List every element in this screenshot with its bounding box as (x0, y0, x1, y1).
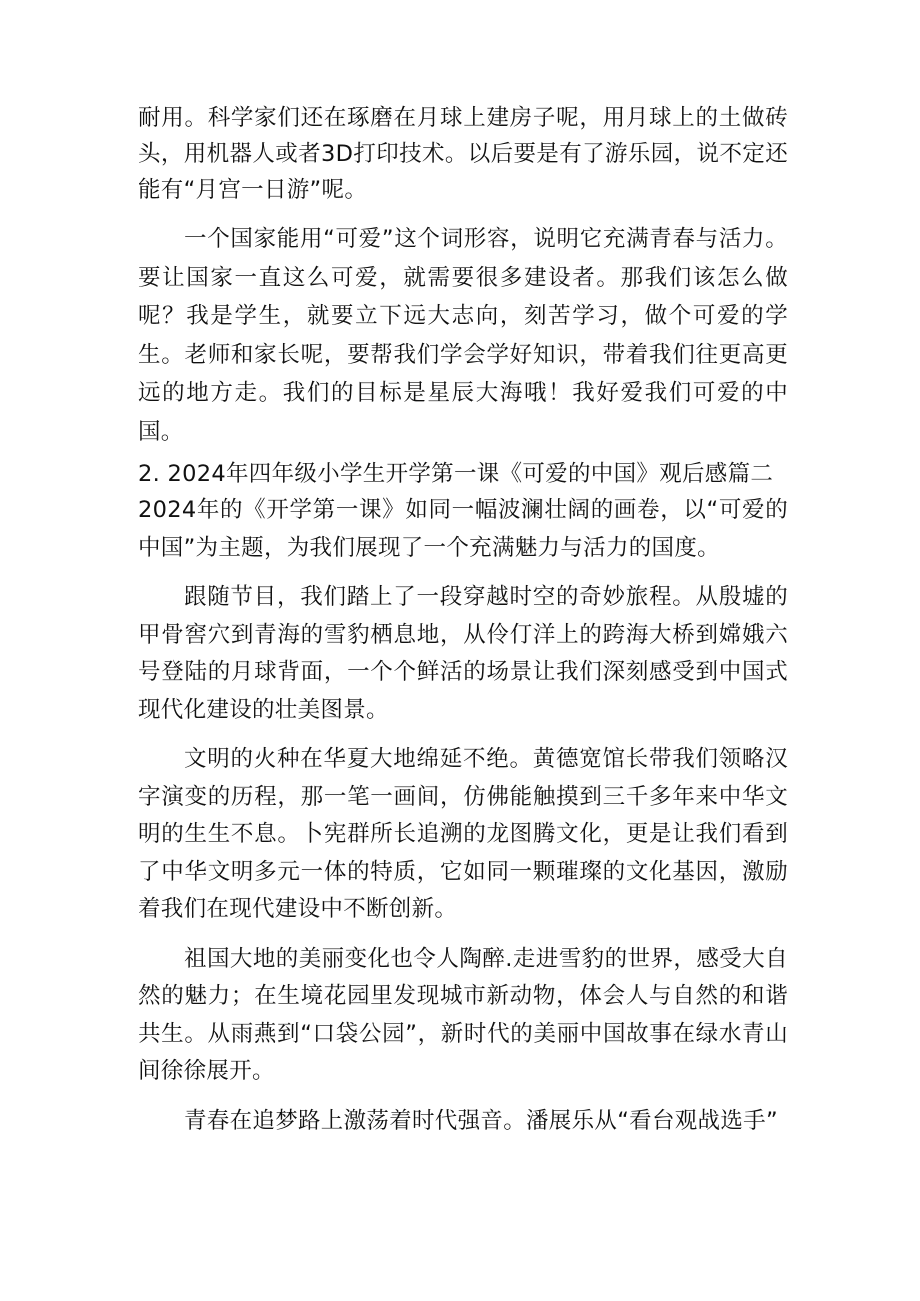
paragraph-intro: 2024年的《开学第一课》如同一幅波澜壮阔的画卷，以“可爱的中国”为主题，为我们展现了一个充满魅力与活力的国度。 (138, 497, 788, 561)
section-heading: 2. 2024年四年级小学生开学第一课《可爱的中国》观后感篇二 (138, 461, 774, 487)
paragraph-civilization: 文明的火种在华夏大地绵延不绝。黄德宽馆长带我们领略汉字演变的历程，那一笔一画间，仿佛能触摸到三千多年来中华文明的生生不息。卜宪群所长追溯的龙图腾文化，更是让我们看到了中华文明多元一体的特质，它如同一颗璀璨的文化基因，激励着我们在现代建设中不断创新。 (138, 746, 788, 922)
paragraph-journey: 跟随节目，我们踏上了一段穿越时空的奇妙旅程。从殷墟的甲骨窖穴到青海的雪豹栖息地，从伶仃洋上的跨海大桥到嫦娥六号登陆的月球背面，一个个鲜活的场景让我们深刻感受到中国式现代化建设的壮美图景。 (138, 584, 788, 723)
paragraph-lovely-country: 一个国家能用“可爱”这个词形容，说明它充满青春与活力。要让国家一直这么可爱，就需要很多建设者。那我们该怎么做呢？我是学生，就要立下远大志向，刻苦学习，做个可爱的学生。老师和家长呢，要帮我们学会学好知识，带着我们往更高更远的地方走。我们的目标是星辰大海哦！我好爱我们可爱的中国。 (138, 226, 788, 445)
document-body (138, 100, 788, 1140)
paragraph-youth: 青春在追梦路上激荡着时代强音。潘展乐从“看台观战选手” (184, 1107, 778, 1134)
paragraph-continued: 耐用。科学家们还在琢磨在月球上建房子呢，用月球上的土做砖头，用机器人或者3D打印技术。以后要是有了游乐园，说不定还能有“月宫一日游”呢。 (138, 105, 788, 203)
paragraph-beautiful-land: 祖国大地的美丽变化也令人陶醉.走进雪豹的世界，感受大自然的魅力；在生境花园里发现城市新动物，体会人与自然的和谐共生。从雨燕到“口袋公园”，新时代的美丽中国故事在绿水青山间徐徐展开。 (138, 945, 788, 1084)
